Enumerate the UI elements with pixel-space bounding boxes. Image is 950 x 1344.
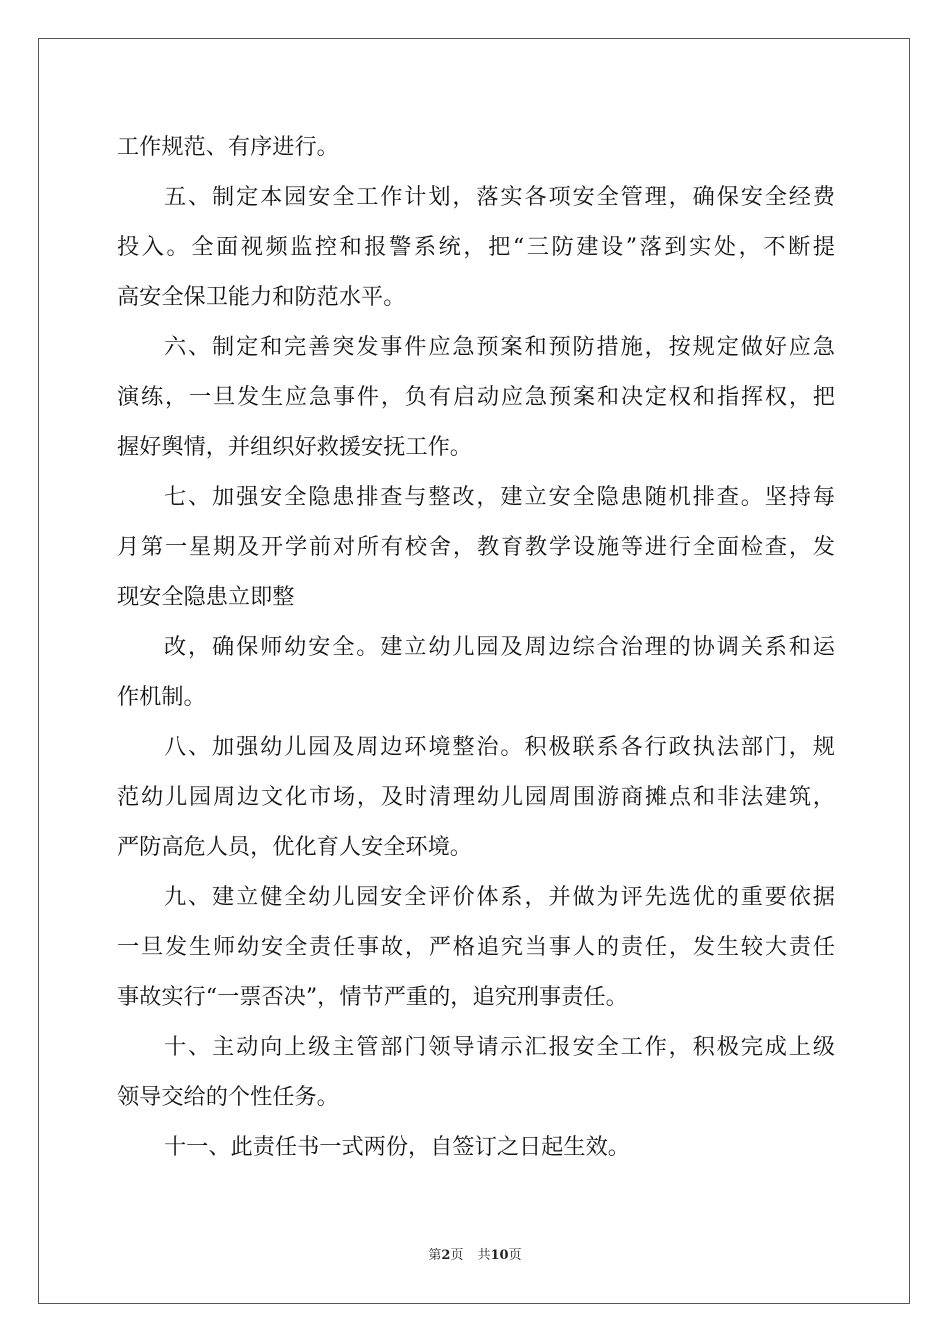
text-line: 五、制定本园安全工作计划，落实各项安全管理，确保安全经费: [164, 184, 835, 210]
text-line: 领导交给的个性任务。: [117, 1084, 339, 1110]
text-line: 一旦发生师幼安全责任事故，严格追究当事人的责任，发生较大责任: [117, 934, 835, 960]
text-line: 九、建立健全幼儿园安全评价体系，并做为评先选优的重要依据: [164, 884, 835, 910]
text-line: 十、主动向上级主管部门领导请示汇报安全工作，积极完成上级: [164, 1034, 835, 1060]
text-line: 七、加强安全隐患排查与整改，建立安全隐患随机排查。坚持每: [164, 484, 835, 510]
text-line: 演练，一旦发生应急事件，负有启动应急预案和决定权和指挥权，把: [117, 384, 835, 410]
text-line: 六、制定和完善突发事件应急预案和预防措施，按规定做好应急: [164, 334, 835, 360]
text-line: 严防高危人员，优化育人安全环境。: [117, 834, 472, 860]
text-line: 高安全保卫能力和防范水平。: [117, 284, 406, 310]
total-pages: 10: [490, 1248, 509, 1263]
text-line: 改，确保师幼安全。建立幼儿园及周边综合治理的协调关系和运: [164, 634, 835, 660]
text-line: 月第一星期及开学前对所有校舍，教育教学设施等进行全面检查，发: [117, 534, 835, 560]
total-suffix: 页: [508, 1248, 522, 1263]
text-line: 握好舆情，并组织好救援安抚工作。: [117, 434, 472, 460]
text-line: 现安全隐患立即整: [117, 584, 295, 610]
text-line: 投入。全面视频监控和报警系统，把“三防建设”落到实处，不断提: [117, 234, 835, 260]
text-line: 事故实行“一票否决”，情节严重的，追究刑事责任。: [117, 984, 628, 1010]
text-line: 八、加强幼儿园及周边环境整治。积极联系各行政执法部门，规: [164, 734, 835, 760]
text-line: 工作规范、有序进行。: [117, 134, 339, 160]
total-prefix: 共: [477, 1248, 491, 1263]
text-line: 十一、此责任书一式两份，自签订之日起生效。: [164, 1134, 630, 1160]
page-number: 2: [441, 1248, 451, 1263]
document-body: [117, 122, 835, 1172]
text-line: 范幼儿园周边文化市场，及时清理幼儿园周围游商摊点和非法建筑，: [117, 784, 835, 810]
page-prefix: 第: [428, 1248, 442, 1263]
page-suffix: 页: [450, 1248, 464, 1263]
text-line: 作机制。: [117, 684, 206, 710]
page-footer: [0, 1247, 950, 1265]
